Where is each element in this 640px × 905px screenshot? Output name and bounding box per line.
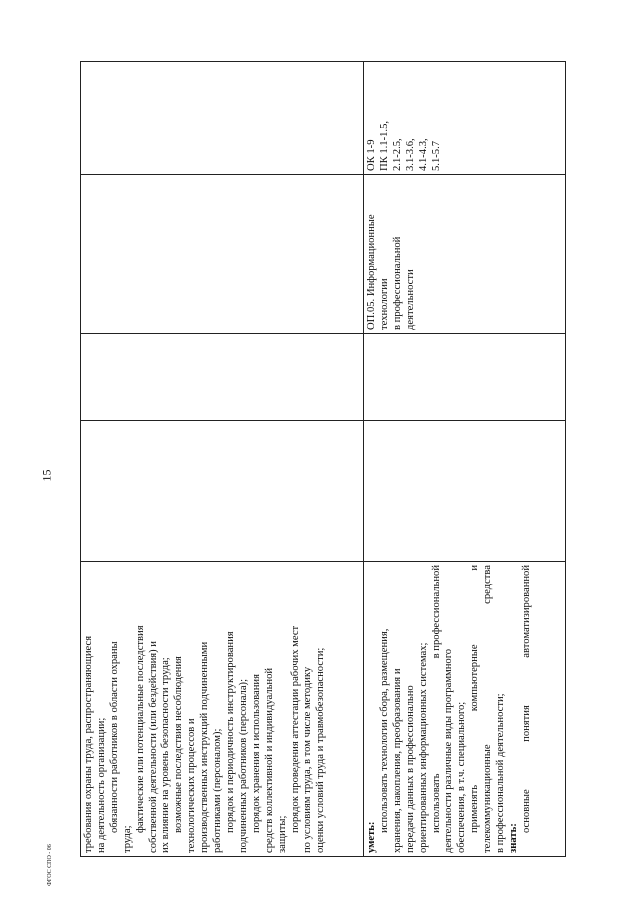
skills-knowledge-cell xyxy=(364,562,566,857)
competence-codes-cell xyxy=(364,62,566,175)
text-line: хранения, накопления, преобразования и xyxy=(391,668,403,853)
text-line: оценки условий труда и травмобезопасности; xyxy=(315,647,327,853)
text-line: работниками (персоналом); xyxy=(212,728,224,853)
text-line: по условиям труда, в том числе методику xyxy=(302,666,314,853)
text-line: 3.1-3.6, xyxy=(404,138,416,171)
text-line: фактические или потенциальные последствия xyxy=(134,625,146,833)
text-line: передачи данных в профессионально xyxy=(404,685,416,853)
text-line: 2.1-2.5, xyxy=(391,138,403,171)
competency-table xyxy=(80,61,566,857)
empty-cell xyxy=(81,62,364,175)
skills-heading: уметь: xyxy=(366,821,377,853)
skills-justified-line: применять компьютерные и xyxy=(469,565,481,833)
text-line: производственных инструкций подчиненными xyxy=(199,641,211,853)
page-number: 15 xyxy=(39,469,54,482)
empty-cell xyxy=(81,421,364,562)
text-line: в профессиональной деятельности; xyxy=(495,693,507,853)
text-line: собственной деятельности (или бездействия) и xyxy=(147,641,159,853)
knowledge-heading: знать: xyxy=(507,823,519,853)
text-line: 4.1-4.3, xyxy=(417,138,429,171)
text-line: обеспечения, в т.ч. специального; xyxy=(456,701,468,853)
text-line: требования охраны труда, распространяющиеся xyxy=(83,635,94,853)
text-line: использовать технологии сбора, размещения, xyxy=(378,628,390,833)
text-line: защиты; xyxy=(276,815,288,853)
text-line: порядок проведения аттестации рабочих мест xyxy=(289,625,301,833)
text-line: порядок хранения и использования xyxy=(250,674,262,833)
discipline-cell xyxy=(364,175,566,334)
knowledge-requirements-cell xyxy=(81,562,364,857)
table-row xyxy=(364,62,566,857)
competence-codes xyxy=(366,65,443,171)
text-line: ориентированных информационных системах; xyxy=(417,642,429,853)
text-line: средств коллективной и индивидуальной xyxy=(263,667,275,853)
empty-cell xyxy=(81,334,364,421)
text-line: возможные последствия несоблюдения xyxy=(173,656,185,833)
text-line: ПК 1.1-1.5, xyxy=(378,120,390,171)
text-line: деятельности различные виды программного xyxy=(443,648,455,853)
text-line: ОК 1-9 xyxy=(366,139,377,171)
footer-label: ФГОС СПО - 06 xyxy=(47,844,53,886)
text-line: обязанности работников в области охраны xyxy=(108,641,120,833)
text-line: деятельности xyxy=(404,269,416,330)
text-line: порядок и периодичность инструктирования xyxy=(224,631,236,833)
empty-cell xyxy=(364,334,566,421)
text-line: технологии xyxy=(378,278,390,330)
text-line: ОП.05. Информационные xyxy=(366,214,377,330)
text-line: их влияние на уровень безопасности труда; xyxy=(160,657,172,853)
rotated-landscape-page xyxy=(80,62,565,857)
skills-list-continued xyxy=(443,565,469,853)
skills-list xyxy=(379,565,431,853)
text-line: 5.1-5.7 xyxy=(430,140,442,171)
text-line: труда; xyxy=(121,825,133,853)
text-line: технологических процессов и xyxy=(186,718,198,853)
text-line: подчиненных работников (персонала); xyxy=(237,678,249,853)
skills-justified-line: использовать в профессиональной xyxy=(430,565,442,833)
discipline-title xyxy=(366,178,418,330)
empty-cell xyxy=(81,175,364,334)
text-line: на деятельность организации; xyxy=(95,717,107,853)
skills-list-final xyxy=(495,565,508,853)
table-row xyxy=(81,62,364,857)
empty-cell xyxy=(364,421,566,562)
text-line: в профессиональной xyxy=(391,236,403,330)
knowledge-list xyxy=(83,565,328,853)
knowledge-justified-line: основные понятия автоматизированной xyxy=(520,565,532,833)
skills-justified-line: телекоммуникационные средства xyxy=(482,565,494,853)
